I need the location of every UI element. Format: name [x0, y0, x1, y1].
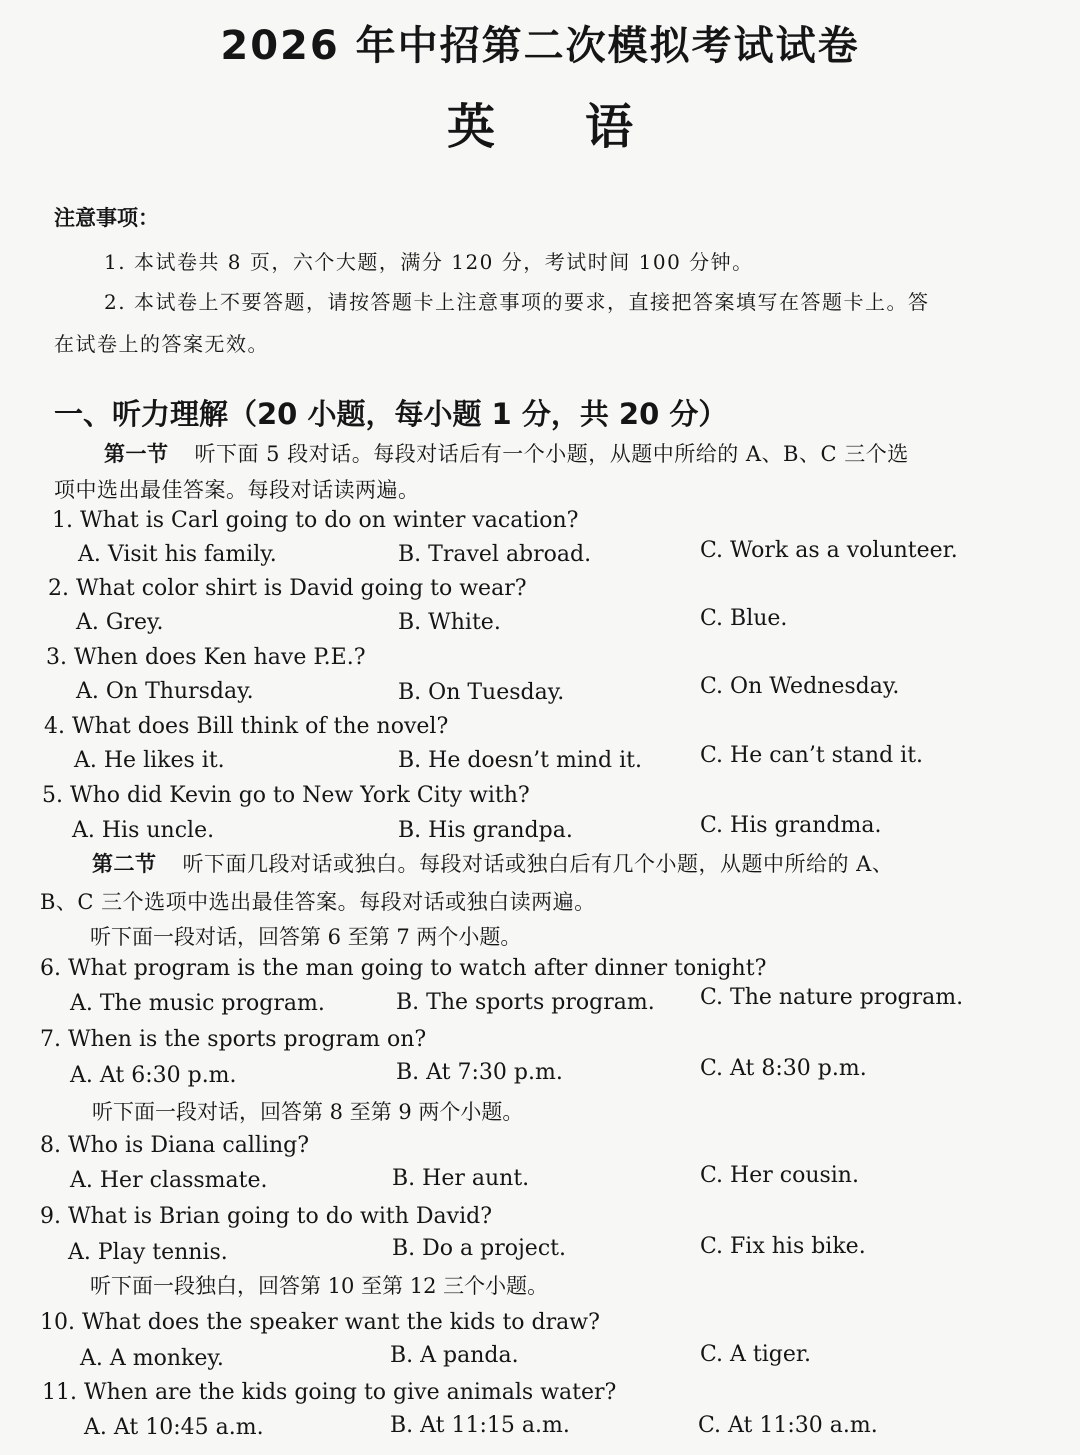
q2-option-b: B. White. — [398, 610, 501, 635]
q1-option-c: C. Work as a volunteer. — [700, 538, 958, 563]
part1-text-b: 项中选出最佳答案。每段对话读两遍。 — [54, 478, 420, 502]
q1-option-b: B. Travel abroad. — [398, 542, 592, 567]
q6-option-c: C. The nature program. — [700, 985, 964, 1010]
notice-heading: 注意事项： — [54, 206, 159, 230]
q9-option-a: A. Play tennis. — [68, 1240, 228, 1265]
q3-option-a: A. On Thursday. — [76, 679, 254, 704]
q2-option-a: A. Grey. — [76, 610, 164, 635]
question-3: 3. When does Ken have P.E.? — [46, 645, 366, 670]
instruction-10-12: 听下面一段独白，回答第 10 至第 12 三个小题。 — [90, 1274, 549, 1298]
notice-item-2a: 2. 本试卷上不要答题，请按答题卡上注意事项的要求，直接把答案填写在答题卡上。答 — [104, 290, 930, 314]
instruction-6-7: 听下面一段对话，回答第 6 至第 7 两个小题。 — [90, 925, 522, 949]
part1-text-a: 听下面 5 段对话。每段对话后有一个小题，从题中所给的 A、B、C 三个选 — [194, 442, 909, 466]
q11-option-c: C. At 11:30 a.m. — [698, 1413, 878, 1438]
q5-option-c: C. His grandma. — [700, 813, 882, 838]
instruction-8-9: 听下面一段对话，回答第 8 至第 9 两个小题。 — [92, 1100, 524, 1124]
q7-option-c: C. At 8:30 p.m. — [700, 1056, 867, 1081]
q3-option-c: C. On Wednesday. — [700, 674, 900, 699]
part2-text-b: B、C 三个选项中选出最佳答案。每段对话或独白读两遍。 — [40, 890, 596, 914]
q7-option-b: B. At 7:30 p.m. — [396, 1060, 563, 1085]
q1-option-a: A. Visit his family. — [78, 542, 277, 567]
q8-option-a: A. Her classmate. — [70, 1168, 268, 1193]
q5-option-a: A. His uncle. — [72, 818, 215, 843]
q11-option-b: B. At 11:15 a.m. — [390, 1413, 570, 1438]
section-heading: 一、听力理解（20 小题，每小题 1 分，共 20 分） — [54, 397, 728, 431]
question-9: 9. What is Brian going to do with David? — [40, 1204, 493, 1229]
q6-option-a: A. The music program. — [70, 991, 325, 1016]
question-5: 5. Who did Kevin go to New York City with? — [42, 783, 530, 808]
q5-option-b: B. His grandpa. — [398, 818, 573, 843]
q8-option-c: C. Her cousin. — [700, 1163, 859, 1188]
q6-option-b: B. The sports program. — [396, 990, 655, 1015]
q8-option-b: B. Her aunt. — [392, 1166, 530, 1191]
question-8: 8. Who is Diana calling? — [40, 1133, 309, 1158]
q10-option-a: A. A monkey. — [80, 1346, 224, 1371]
question-11: 11. When are the kids going to give animals water? — [42, 1380, 617, 1405]
question-10: 10. What does the speaker want the kids to draw? — [40, 1310, 600, 1335]
q4-option-c: C. He can’t stand it. — [700, 743, 924, 768]
question-1: 1. What is Carl going to do on winter vacation? — [52, 508, 579, 533]
q2-option-c: C. Blue. — [700, 606, 788, 631]
q3-option-b: B. On Tuesday. — [398, 680, 565, 705]
part1-instruction — [104, 438, 909, 468]
q11-option-a: A. At 10:45 a.m. — [84, 1415, 264, 1440]
exam-title: 2026 年中招第二次模拟考试试卷 — [220, 23, 860, 69]
q9-option-b: B. Do a project. — [392, 1236, 566, 1261]
notice-item-1: 1. 本试卷共 8 页，六个大题，满分 120 分，考试时间 100 分钟。 — [104, 250, 754, 274]
question-2: 2. What color shirt is David going to wear? — [48, 576, 527, 601]
notice-item-2b: 在试卷上的答案无效。 — [54, 332, 269, 356]
q10-option-b: B. A panda. — [390, 1343, 519, 1368]
q4-option-a: A. He likes it. — [74, 748, 225, 773]
question-6: 6. What program is the man going to watch after dinner tonight? — [40, 956, 767, 981]
q9-option-c: C. Fix his bike. — [700, 1234, 866, 1259]
part2-text-a: 听下面几段对话或独白。每段对话或独白后有几个小题，从题中所给的 A、 — [182, 852, 894, 876]
exam-subject: 英语 — [446, 99, 723, 155]
part2-label: 第二节 — [92, 852, 157, 876]
q7-option-a: A. At 6:30 p.m. — [70, 1063, 237, 1088]
question-7: 7. When is the sports program on? — [40, 1027, 427, 1052]
part2-instruction — [92, 848, 893, 878]
q4-option-b: B. He doesn’t mind it. — [398, 748, 642, 773]
part1-label: 第一节 — [104, 442, 169, 466]
question-4: 4. What does Bill think of the novel? — [44, 714, 449, 739]
q10-option-c: C. A tiger. — [700, 1342, 811, 1367]
